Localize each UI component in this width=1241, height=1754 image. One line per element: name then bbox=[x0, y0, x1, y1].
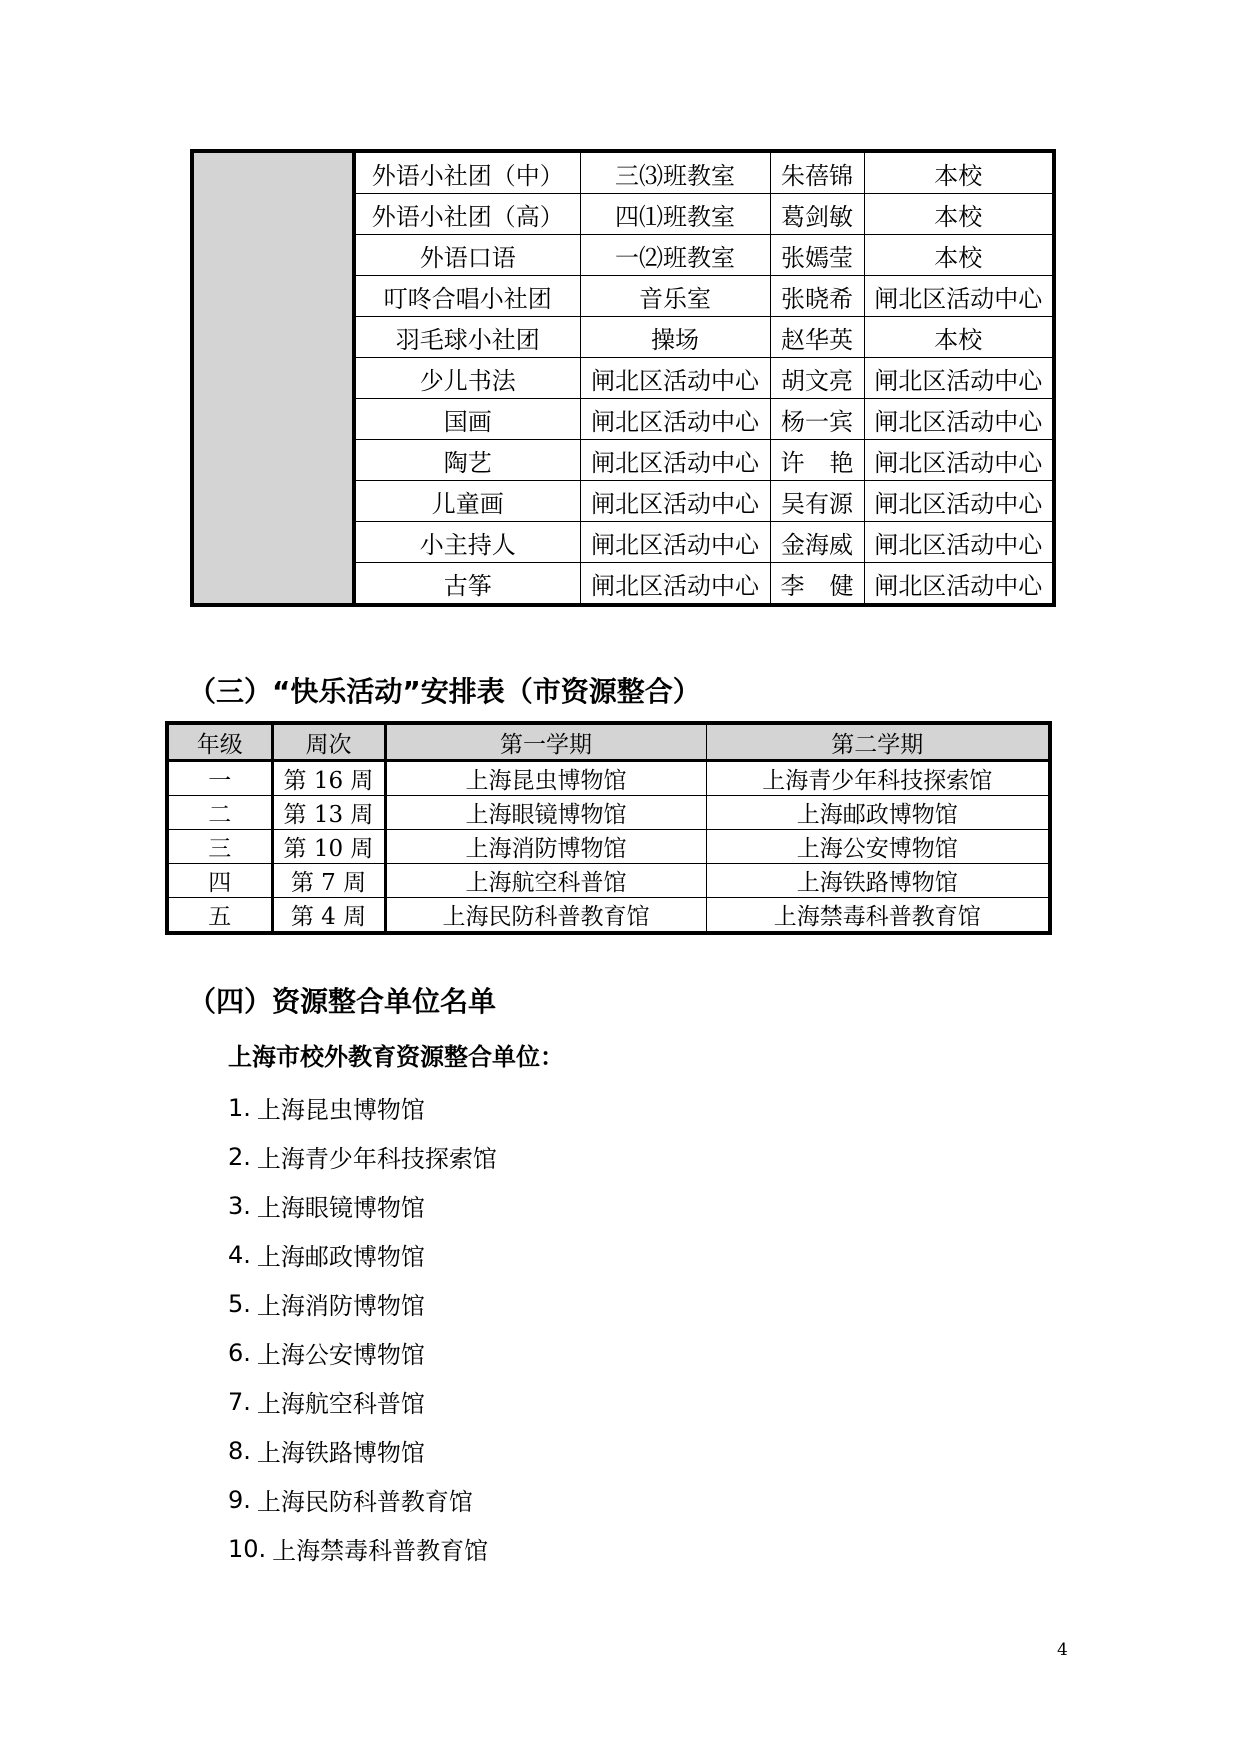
teacher-cell: 杨一宾 bbox=[770, 399, 864, 440]
club-name-cell: 陶艺 bbox=[354, 440, 580, 481]
list-item-label: 上海公安博物馆 bbox=[256, 1341, 425, 1369]
page-number: 4 bbox=[1057, 1640, 1068, 1660]
teacher-cell: 张嫣莹 bbox=[770, 235, 864, 276]
list-item bbox=[228, 1426, 497, 1475]
list-item bbox=[228, 1524, 497, 1573]
club-name-cell: 小主持人 bbox=[354, 522, 580, 563]
header-semester-1: 第一学期 bbox=[385, 723, 706, 761]
list-item bbox=[228, 1083, 497, 1132]
semester-1-cell: 上海消防博物馆 bbox=[385, 830, 706, 864]
table-row bbox=[167, 796, 1050, 830]
semester-2-cell: 上海邮政博物馆 bbox=[706, 796, 1050, 830]
list-item-number: 10. bbox=[228, 1534, 267, 1563]
semester-1-cell: 上海昆虫博物馆 bbox=[385, 761, 706, 796]
location-cell: 闸北区活动中心 bbox=[580, 522, 770, 563]
club-name-cell: 外语口语 bbox=[354, 235, 580, 276]
week-cell: 第 16 周 bbox=[272, 761, 385, 796]
location-cell: 闸北区活动中心 bbox=[580, 440, 770, 481]
grade-cell: 三 bbox=[167, 830, 272, 864]
list-item-label: 上海邮政博物馆 bbox=[256, 1243, 425, 1271]
table-row bbox=[167, 864, 1050, 898]
list-item bbox=[228, 1328, 497, 1377]
grade-cell: 四 bbox=[167, 864, 272, 898]
table-row bbox=[167, 830, 1050, 864]
teacher-cell: 吴有源 bbox=[770, 481, 864, 522]
teacher-cell: 赵华英 bbox=[770, 317, 864, 358]
teacher-cell: 张晓希 bbox=[770, 276, 864, 317]
list-item-number: 5. bbox=[228, 1289, 251, 1318]
teacher-cell: 葛剑敏 bbox=[770, 194, 864, 235]
unit-list bbox=[228, 1083, 497, 1573]
teacher-cell: 李 健 bbox=[770, 563, 864, 606]
grade-cell bbox=[192, 151, 354, 605]
club-name-cell: 国画 bbox=[354, 399, 580, 440]
organizer-cell: 本校 bbox=[864, 317, 1054, 358]
semester-2-cell: 上海公安博物馆 bbox=[706, 830, 1050, 864]
list-item bbox=[228, 1377, 497, 1426]
semester-1-cell: 上海眼镜博物馆 bbox=[385, 796, 706, 830]
organizer-cell: 闸北区活动中心 bbox=[864, 358, 1054, 399]
location-cell: 音乐室 bbox=[580, 276, 770, 317]
club-name-cell: 叮咚合唱小社团 bbox=[354, 276, 580, 317]
list-item-number: 8. bbox=[228, 1436, 251, 1465]
teacher-cell: 许 艳 bbox=[770, 440, 864, 481]
location-cell: 闸北区活动中心 bbox=[580, 481, 770, 522]
table-row bbox=[167, 898, 1050, 934]
week-cell: 第 7 周 bbox=[272, 864, 385, 898]
header-semester-2: 第二学期 bbox=[706, 723, 1050, 761]
week-cell: 第 10 周 bbox=[272, 830, 385, 864]
semester-2-cell: 上海青少年科技探索馆 bbox=[706, 761, 1050, 796]
organizer-cell: 闸北区活动中心 bbox=[864, 276, 1054, 317]
organizer-cell: 本校 bbox=[864, 194, 1054, 235]
list-item-label: 上海消防博物馆 bbox=[256, 1292, 425, 1320]
activity-schedule-table bbox=[165, 721, 1052, 935]
teacher-cell: 胡文亮 bbox=[770, 358, 864, 399]
activity-table-body bbox=[167, 761, 1050, 934]
table-header-row bbox=[167, 723, 1050, 761]
list-item-number: 3. bbox=[228, 1191, 251, 1220]
list-item-number: 1. bbox=[228, 1093, 251, 1122]
clubs-table bbox=[190, 149, 1056, 607]
club-name-cell: 儿童画 bbox=[354, 481, 580, 522]
location-cell: 一⑵班教室 bbox=[580, 235, 770, 276]
location-cell: 闸北区活动中心 bbox=[580, 399, 770, 440]
list-item bbox=[228, 1475, 497, 1524]
club-name-cell: 外语小社团（中） bbox=[354, 151, 580, 194]
week-cell: 第 4 周 bbox=[272, 898, 385, 934]
club-name-cell: 羽毛球小社团 bbox=[354, 317, 580, 358]
list-item bbox=[228, 1230, 497, 1279]
list-item-number: 6. bbox=[228, 1338, 251, 1367]
teacher-cell: 金海威 bbox=[770, 522, 864, 563]
section-4-heading: （四）资源整合单位名单 bbox=[188, 985, 497, 1018]
grade-cell: 二 bbox=[167, 796, 272, 830]
location-cell: 闸北区活动中心 bbox=[580, 563, 770, 606]
list-item-number: 9. bbox=[228, 1485, 251, 1514]
list-item-number: 2. bbox=[228, 1142, 251, 1171]
grade-cell: 一 bbox=[167, 761, 272, 796]
week-cell: 第 13 周 bbox=[272, 796, 385, 830]
teacher-cell: 朱蓓锦 bbox=[770, 151, 864, 194]
club-name-cell: 少儿书法 bbox=[354, 358, 580, 399]
semester-2-cell: 上海禁毒科普教育馆 bbox=[706, 898, 1050, 934]
location-cell: 三⑶班教室 bbox=[580, 151, 770, 194]
grade-cell: 五 bbox=[167, 898, 272, 934]
organizer-cell: 本校 bbox=[864, 235, 1054, 276]
list-item-label: 上海青少年科技探索馆 bbox=[256, 1145, 497, 1173]
location-cell: 四⑴班教室 bbox=[580, 194, 770, 235]
list-item bbox=[228, 1279, 497, 1328]
list-item-number: 4. bbox=[228, 1240, 251, 1269]
organizer-cell: 闸北区活动中心 bbox=[864, 481, 1054, 522]
location-cell: 操场 bbox=[580, 317, 770, 358]
list-item-label: 上海昆虫博物馆 bbox=[256, 1096, 425, 1124]
table-row bbox=[192, 151, 1054, 194]
list-item-label: 上海航空科普馆 bbox=[256, 1390, 425, 1418]
header-week: 周次 bbox=[272, 723, 385, 761]
club-name-cell: 外语小社团（高） bbox=[354, 194, 580, 235]
header-grade: 年级 bbox=[167, 723, 272, 761]
organizer-cell: 闸北区活动中心 bbox=[864, 522, 1054, 563]
semester-1-cell: 上海民防科普教育馆 bbox=[385, 898, 706, 934]
organizer-cell: 闸北区活动中心 bbox=[864, 440, 1054, 481]
semester-2-cell: 上海铁路博物馆 bbox=[706, 864, 1050, 898]
club-name-cell: 古筝 bbox=[354, 563, 580, 606]
list-item-label: 上海铁路博物馆 bbox=[256, 1439, 425, 1467]
list-item bbox=[228, 1132, 497, 1181]
semester-1-cell: 上海航空科普馆 bbox=[385, 864, 706, 898]
organizer-cell: 闸北区活动中心 bbox=[864, 399, 1054, 440]
location-cell: 闸北区活动中心 bbox=[580, 358, 770, 399]
list-item-label: 上海民防科普教育馆 bbox=[256, 1488, 473, 1516]
list-item-label: 上海眼镜博物馆 bbox=[256, 1194, 425, 1222]
table-row bbox=[167, 761, 1050, 796]
list-item-number: 7. bbox=[228, 1387, 251, 1416]
organizer-cell: 本校 bbox=[864, 151, 1054, 194]
list-item bbox=[228, 1181, 497, 1230]
clubs-table-body bbox=[192, 151, 1054, 605]
section-3-heading: （三）“快乐活动”安排表（市资源整合） bbox=[188, 675, 701, 708]
list-item-label: 上海禁毒科普教育馆 bbox=[272, 1537, 489, 1565]
section-4-subtitle: 上海市校外教育资源整合单位： bbox=[228, 1043, 564, 1071]
organizer-cell: 闸北区活动中心 bbox=[864, 563, 1054, 606]
